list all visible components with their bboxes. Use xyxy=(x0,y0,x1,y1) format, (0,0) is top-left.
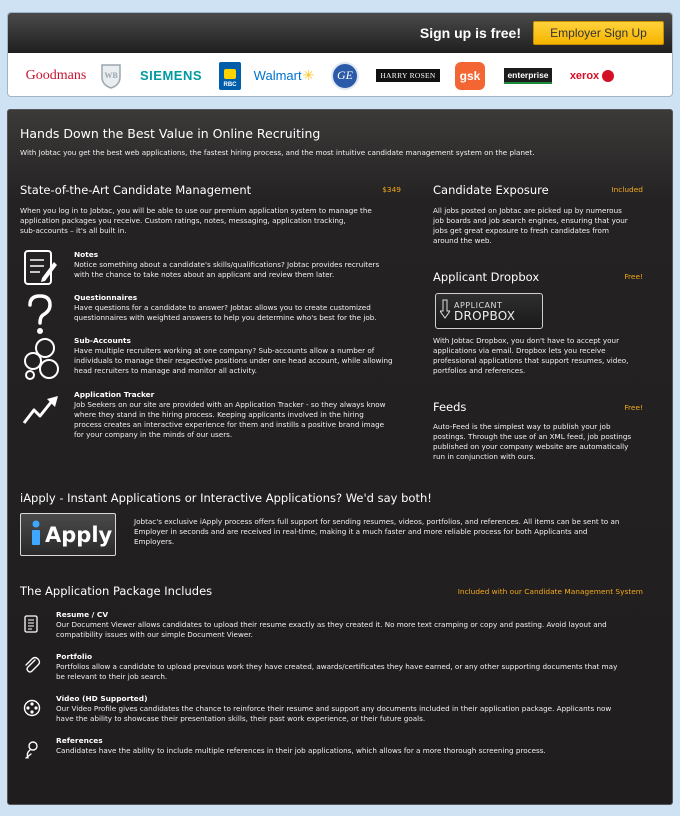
walmart-spark-icon: ✳ xyxy=(302,67,315,83)
cm-price: $349 xyxy=(382,185,401,194)
dropbox-price: Free! xyxy=(624,272,643,281)
film-reel-icon xyxy=(23,699,41,717)
logo-warner-bros xyxy=(92,62,130,90)
logo-rbc: RBC xyxy=(212,62,248,90)
logo-gsk: gsk xyxy=(446,62,494,90)
partners-panel xyxy=(7,12,673,97)
logo-walmart: Walmart ✳ xyxy=(253,67,315,83)
feature-notes: Notes Notice something about a candidate's skills/qualifications? Jobtac provides recruiters with the chance to take notes about an applicant and review them later. xyxy=(74,250,380,279)
package-video: Video (HD Supported) Our Video Profile gives candidates the chance to reinforce their resume and support any documents included in their application package. Applicants now have the ability to showcase their presentation skills, their past work experience, or their future goals. xyxy=(56,694,612,723)
cm-description: When you log in to Jobtac, you will be able to use our premium application system to manage the application packages you receive. Custom ratings, notes, messaging, application tracking, sub-accounts – it's all built in. xyxy=(20,206,372,235)
question-mark-icon xyxy=(24,293,56,337)
feeds-price: Free! xyxy=(624,403,643,412)
applicant-dropbox-button[interactable]: APPLICANT DROPBOX xyxy=(435,293,543,329)
signup-bar xyxy=(8,13,672,53)
tracker-chart-icon xyxy=(22,393,62,427)
employer-signup-button[interactable]: Employer Sign Up xyxy=(533,21,664,45)
logo-xerox: xerox xyxy=(562,62,622,90)
feature-sub-accounts: Sub-Accounts Have multiple recruiters working at one company? Sub-accounts allow a number of individuals to manage their respective positions under one head account, while allowing head recruiters to manage and monitor all activity. xyxy=(74,336,393,375)
feeds-description: Auto-Feed is the simplest way to publish your job postings. Through the use of an XML feed, job postings published on your company website are automatically run in conjunction with ours. xyxy=(433,422,632,461)
package-title: The Application Package Includes xyxy=(20,584,213,598)
feature-application-tracker: Application Tracker Job Seekers on our site are provided with an Application Tracker - so they always know where they stand in the hiring process. Keeping applicants involved in the hiring process creates an interactive experience for them and instills a positive brand image for your company in the minds of our users. xyxy=(74,390,386,439)
xerox-ball-icon xyxy=(602,70,614,82)
exposure-title: Candidate Exposure xyxy=(433,183,549,197)
package-note: Included with our Candidate Management System xyxy=(457,587,643,596)
svg-text:WB: WB xyxy=(104,70,118,80)
logo-harry-rosen: HARRY ROSEN xyxy=(370,62,446,90)
partner-logos xyxy=(8,53,672,97)
dropbox-description: With Jobtac Dropbox, you don't have to accept your applications via email. Dropbox lets you receive professional applications that support resumes, video, portfolios and references. xyxy=(433,336,629,375)
iapply-i-icon xyxy=(29,520,43,550)
logo-siemens: SIEMENS xyxy=(139,68,202,83)
sub-accounts-icon xyxy=(21,337,61,381)
feeds-title: Feeds xyxy=(433,400,467,414)
intro-title: Hands Down the Best Value in Online Recruiting xyxy=(20,126,321,141)
iapply-description: Jobtac's exclusive iApply process offers full support for sending resumes, videos, portfolios, and references. All items can be sent to an Employer in seconds and are received in real-time, making it a much faster and more reliable process for both Applicants and Employers. xyxy=(134,517,620,546)
exposure-price: Included xyxy=(611,185,643,194)
signup-text: Sign up is free! xyxy=(419,25,521,41)
paperclip-icon xyxy=(23,656,41,674)
logo-ge: GE xyxy=(320,62,370,90)
package-portfolio: Portfolio Portfolios allow a candidate to upload previous work they have created, awards/certificates they have earned, or any other supporting documents that may be relevant to their job search. xyxy=(56,652,618,681)
package-resume: Resume / CV Our Document Viewer allows candidates to upload their resume exactly as they created it. No more text cramping or copy and pasting. Avoid layout and compatibility issues with our simple Document Viewer. xyxy=(56,610,607,639)
dropbox-title: Applicant Dropbox xyxy=(433,270,540,284)
logo-goodmans: Goodmans xyxy=(25,67,87,83)
package-references: References Candidates have the ability to include multiple references in their job applications, which allows for a more thorough screening process. xyxy=(56,736,546,755)
exposure-description: All jobs posted on Jobtac are picked up by numerous job boards and job search engines, ensuring that your jobs get great exposure to fresh candidates from around the web. xyxy=(433,206,628,245)
intro-text: With Jobtac you get the best web applications, the fastest hiring process, and the most intuitive candidate management system on the planet. xyxy=(20,148,535,157)
feature-questionnaires: Questionnaires Have questions for a candidate to answer? Jobtac allows you to create customized questionnaires with weighted answers to help you determine who's best for the job. xyxy=(74,293,377,322)
iapply-button[interactable]: Apply xyxy=(20,513,116,556)
logo-enterprise: enterprise xyxy=(494,62,562,90)
references-icon xyxy=(23,740,41,760)
download-arrow-icon xyxy=(440,299,450,323)
document-icon xyxy=(24,615,38,633)
main-panel xyxy=(7,109,673,805)
cm-title: State-of-the-Art Candidate Management xyxy=(20,183,252,197)
notes-icon xyxy=(22,248,58,288)
iapply-title: iApply - Instant Applications or Interactive Applications? We'd say both! xyxy=(20,491,432,505)
